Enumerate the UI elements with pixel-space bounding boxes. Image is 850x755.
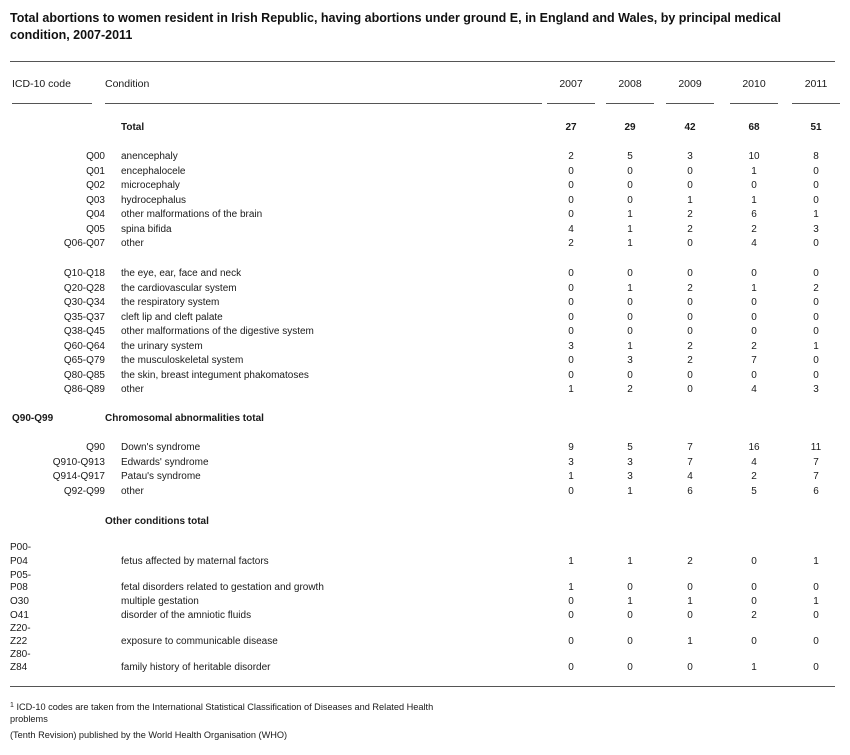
value-cell: 0 [813,662,819,673]
value-cell: 1 [813,340,819,352]
value-cell: 7 [687,456,693,468]
total-row-label: Total [121,122,145,133]
value-cell: 16 [748,442,760,453]
value-cell: 0 [813,297,819,308]
value-cell: 0 [627,662,633,673]
icd-code: Q92-Q99 [63,485,105,497]
icd-code: Q38-Q45 [63,326,105,337]
value-cell: 7 [751,355,757,366]
header-top-rule [10,61,835,62]
value-cell: 0 [568,596,574,607]
value-cell: 7 [813,471,819,482]
value-cell: 1 [751,165,757,177]
value-cell: 0 [568,311,574,323]
value-cell: 0 [813,355,819,366]
value-cell: 0 [568,369,574,381]
chromosomal-code: Q90-Q99 [12,413,54,424]
condition-name: microcephaly [121,180,180,191]
icd-code: P04 [10,556,28,567]
value-cell: 0 [687,180,693,191]
condition-name: family history of heritable disorder [121,662,271,673]
value-cell: 1 [627,340,633,352]
icd-code: Q20-Q28 [63,282,105,294]
condition-name: Patau's syndrome [121,471,201,482]
value-cell: 0 [568,268,574,279]
value-cell: 0 [813,165,819,177]
header-underline-code [12,103,92,104]
value-cell: 2 [687,355,693,366]
value-cell: 0 [627,582,633,593]
condition-name: the musculoskeletal system [121,355,244,366]
value-cell: 4 [751,384,757,395]
icd-code: Q06-Q07 [63,238,105,249]
value-cell: 1 [568,556,574,567]
value-cell: 0 [568,662,574,673]
condition-name: the eye, ear, face and neck [121,268,242,279]
value-cell: 2 [751,223,757,235]
value-cell: 0 [751,636,757,647]
value-cell: 2 [751,471,757,482]
value-cell: 0 [687,369,693,381]
value-cell: 2 [687,223,693,235]
value-cell: 0 [813,582,819,593]
icd-code: Q01 [86,165,105,177]
value-cell: 0 [568,194,574,206]
other-conditions-total-label: Other conditions total [105,516,209,527]
icd-code: Z84 [10,662,28,673]
value-cell: 0 [627,326,633,337]
value-cell: 3 [568,456,574,468]
icd-code: Q910-Q913 [52,456,105,468]
icd-code: Q04 [86,209,105,220]
value-cell: 1 [813,209,819,220]
icd-code: Z22 [10,636,28,647]
value-cell: 1 [687,596,693,607]
value-cell: 0 [751,596,757,607]
value-cell: 1 [627,238,633,249]
condition-name: hydrocephalus [121,194,187,206]
value-cell: 3 [813,223,819,235]
icd-code: Q10-Q18 [63,268,105,279]
column-header-code: ICD-10 code [12,78,71,90]
icd-code: Q03 [86,194,105,206]
value-cell: 0 [813,610,819,621]
value-cell: 3 [627,456,633,468]
icd-code: Q35-Q37 [63,311,105,323]
value-cell: 1 [627,485,633,497]
value-cell: 9 [568,442,574,453]
value-cell: 1 [568,582,574,593]
value-cell: 3 [568,340,574,352]
value-cell: 2 [687,556,693,567]
column-header-condition: Condition [105,78,150,90]
value-cell: 0 [627,369,633,381]
value-cell: 0 [568,165,574,177]
value-cell: 0 [813,180,819,191]
value-cell: 8 [813,151,819,162]
value-cell: 1 [568,471,574,482]
condition-name: Down's syndrome [121,442,201,453]
value-cell: 0 [751,326,757,337]
value-cell: 3 [627,355,633,366]
value-cell: 0 [813,636,819,647]
header-underline-year [547,103,595,104]
value-cell: 2 [687,282,693,294]
value-cell: 0 [751,311,757,323]
value-cell: 29 [624,122,636,133]
value-cell: 2 [751,340,757,352]
value-cell: 0 [568,485,574,497]
value-cell: 4 [568,223,574,235]
value-cell: 6 [751,209,757,220]
header-underline-year [606,103,654,104]
value-cell: 0 [687,662,693,673]
value-cell: 1 [751,194,757,206]
value-cell: 0 [813,194,819,206]
value-cell: 0 [751,180,757,191]
icd-code: P08 [10,582,28,593]
value-cell: 0 [627,194,633,206]
column-header-year: 2009 [678,78,702,90]
chromosomal-total-label: Chromosomal abnormalities total [105,413,264,424]
value-cell: 2 [568,151,574,162]
footnote-line-3: (Tenth Revision) published by the World Health Organisation (WHO) [10,730,288,740]
condition-name: the skin, breast integument phakomatoses [121,369,309,381]
value-cell: 5 [627,442,633,453]
icd-code: Q86-Q89 [63,384,105,395]
value-cell: 27 [565,122,577,133]
condition-name: Edwards' syndrome [121,456,209,468]
value-cell: 2 [813,282,819,294]
condition-name: fetal disorders related to gestation and growth [121,582,324,593]
condition-name: other malformations of the brain [121,209,263,220]
value-cell: 68 [748,122,760,133]
value-cell: 0 [751,297,757,308]
value-cell: 0 [627,165,633,177]
value-cell: 1 [813,556,819,567]
value-cell: 1 [627,596,633,607]
condition-name: other [121,384,144,395]
column-header-year: 2007 [559,78,583,90]
table-bottom-rule [10,686,835,687]
value-cell: 0 [687,165,693,177]
value-cell: 0 [568,326,574,337]
value-cell: 0 [813,326,819,337]
column-header-year: 2008 [618,78,642,90]
value-cell: 1 [627,556,633,567]
value-cell: 1 [751,662,757,673]
value-cell: 1 [568,384,574,395]
condition-name: the cardiovascular system [121,282,237,294]
value-cell: 5 [627,151,633,162]
value-cell: 1 [627,282,633,294]
icd-code: P05- [10,570,32,581]
condition-name: cleft lip and cleft palate [121,311,223,323]
icd-code: Q80-Q85 [63,369,105,381]
value-cell: 0 [687,384,693,395]
value-cell: 1 [627,209,633,220]
icd-code: P00- [10,542,32,553]
header-underline-year [792,103,840,104]
header-underline-year [666,103,714,104]
value-cell: 3 [627,471,633,482]
value-cell: 0 [687,582,693,593]
value-cell: 1 [751,282,757,294]
value-cell: 4 [687,471,693,482]
value-cell: 0 [813,369,819,381]
value-cell: 2 [568,238,574,249]
value-cell: 1 [687,636,693,647]
value-cell: 0 [687,268,693,279]
value-cell: 0 [751,268,757,279]
column-header-year: 2011 [804,78,828,90]
condition-name: the respiratory system [121,297,220,308]
condition-name: fetus affected by maternal factors [121,556,269,567]
condition-name: encephalocele [121,165,186,177]
icd-code: Z80- [10,649,31,660]
condition-name: anencephaly [121,151,178,162]
footnote-line-2: problems [10,714,48,724]
value-cell: 4 [751,238,757,249]
value-cell: 0 [687,326,693,337]
column-header-year: 2010 [742,78,766,90]
value-cell: 0 [751,556,757,567]
value-cell: 51 [810,122,822,133]
value-cell: 0 [568,297,574,308]
value-cell: 5 [751,485,757,497]
value-cell: 1 [627,223,633,235]
value-cell: 6 [813,485,819,497]
condition-name: other [121,485,144,497]
value-cell: 2 [687,340,693,352]
value-cell: 42 [684,122,696,133]
value-cell: 2 [627,384,633,395]
value-cell: 1 [813,596,819,607]
condition-name: disorder of the amniotic fluids [121,610,252,621]
value-cell: 0 [687,610,693,621]
footnote [10,702,433,714]
condition-name: multiple gestation [121,596,199,607]
icd-code: Q30-Q34 [63,297,105,308]
icd-code: O41 [10,610,29,621]
icd-code: Q05 [86,223,105,235]
value-cell: 1 [687,194,693,206]
value-cell: 0 [687,238,693,249]
icd-code: O30 [10,596,29,607]
value-cell: 0 [568,180,574,191]
header-underline-condition [105,103,542,104]
value-cell: 7 [813,456,819,468]
icd-code: Q00 [86,151,105,162]
value-cell: 0 [568,355,574,366]
condition-name: exposure to communicable disease [121,636,278,647]
footnote-marker: 1 [10,702,14,709]
value-cell: 2 [751,610,757,621]
value-cell: 0 [568,610,574,621]
value-cell: 0 [627,636,633,647]
value-cell: 0 [813,238,819,249]
value-cell: 0 [627,180,633,191]
value-cell: 0 [627,297,633,308]
condition-name: spina bifida [121,223,172,235]
value-cell: 0 [813,311,819,323]
value-cell: 3 [687,151,693,162]
value-cell: 10 [748,151,760,162]
value-cell: 0 [751,369,757,381]
value-cell: 2 [687,209,693,220]
value-cell: 11 [810,442,822,453]
condition-name: other [121,238,144,249]
value-cell: 0 [687,311,693,323]
value-cell: 0 [687,297,693,308]
header-underline-year [730,103,778,104]
value-cell: 0 [627,268,633,279]
value-cell: 3 [813,384,819,395]
footnote-line-1: ICD-10 codes are taken from the International Statistical Classification of Diseases and Related Health [16,702,434,712]
value-cell: 0 [813,268,819,279]
value-cell: 7 [687,442,693,453]
value-cell: 4 [751,456,757,468]
condition-name: other malformations of the digestive system [121,326,314,337]
value-cell: 0 [627,610,633,621]
value-cell: 6 [687,485,693,497]
icd-code: Q914-Q917 [52,471,105,482]
value-cell: 0 [751,582,757,593]
table-title: Total abortions to women resident in Irish Republic, having abortions under ground E, in England and Wales, by principal medical condition, 2007-2011 [10,11,781,42]
value-cell: 0 [627,311,633,323]
value-cell: 0 [568,209,574,220]
value-cell: 0 [568,282,574,294]
condition-name: the urinary system [121,340,203,352]
icd-code: Q65-Q79 [63,355,105,366]
icd-code: Z20- [10,623,31,634]
value-cell: 0 [568,636,574,647]
icd-code: Q60-Q64 [63,340,105,352]
icd-code: Q02 [86,180,105,191]
icd-code: Q90 [86,442,105,453]
